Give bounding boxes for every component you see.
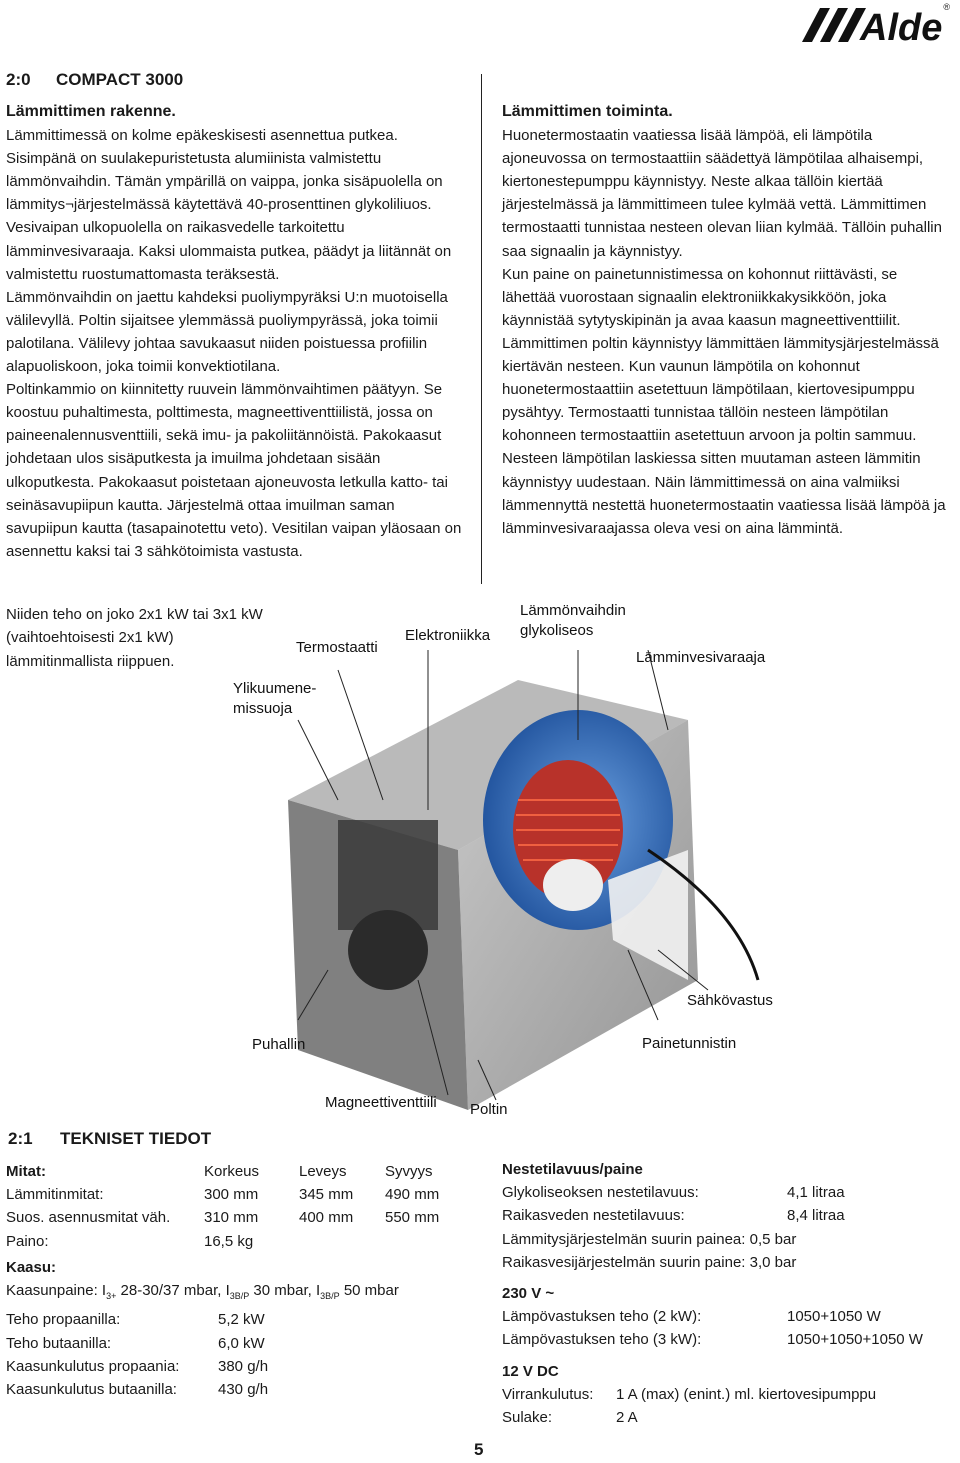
construction-paragraph-3: Poltinkammio on kiinnitetty ruuvein lämmönvaihtimen päätyyn. Se koostuu puhaltimesta, polttimesta, magneettiventtiilistä, jossa on paineenalennusventtiili, sekä imu- ja pakoliitännöistä. Pakokaasut johdetaan ulos sisäputkesta ja imuilma johdetaan sisään ulkoputkesta. Pakokaasut poistetaan ajoneuvosta letkulla katto- tai seinäsavupiipun kautta. Järjestelmä ottaa imuilman saman savupiipun kautta (tasapainotettu veto). Vesitilan vaipan yläosaan on asennettu kaksi tai 3 sähkötoimista vastusta.: [6, 381, 462, 560]
fluid-heading: Nestetilavuus/paine: [502, 1161, 643, 1178]
dimensions-table: [6, 1160, 465, 1253]
gas-row-label: Kaasunkulutus propaania:: [6, 1357, 180, 1375]
gas-val-2: 30 mbar, I: [249, 1282, 321, 1300]
row-install-depth: 550 mm: [385, 1209, 440, 1227]
weight-label: Paino:: [6, 1232, 49, 1250]
logo-text: Alde: [860, 7, 943, 44]
ac-row-value: 1050+1050+1050 W: [787, 1331, 923, 1349]
label-solenoid-valve: Magneettiventtiili: [325, 1094, 437, 1111]
gas-row-value: 380 g/h: [218, 1357, 269, 1375]
gas-val-3: 50 mbar: [339, 1282, 399, 1300]
label-overheat-protection: [233, 679, 316, 719]
ac-row-label: Lämpövastuksen teho (3 kW):: [502, 1331, 702, 1349]
row-heater-width: 345 mm: [299, 1186, 354, 1204]
gas-row-value: 430 g/h: [218, 1381, 269, 1399]
row-install-label: Suos. asennusmitat väh.: [6, 1209, 171, 1227]
fluid-row-value: 8,4 litraa: [787, 1207, 845, 1225]
dimensions-label: Mitat:: [6, 1163, 46, 1180]
gas-sub-1: 3+: [106, 1291, 117, 1302]
dc-row-label: Sulake:: [502, 1409, 553, 1427]
section-title: COMPACT 3000: [56, 70, 184, 89]
section-heading: [6, 70, 183, 90]
label-thermostat: Termostaatti: [296, 639, 378, 656]
col-height: Korkeus: [204, 1163, 260, 1180]
label-heat-exchanger: [520, 601, 626, 641]
column-divider: [481, 74, 482, 584]
row-install-width: 400 mm: [299, 1209, 354, 1227]
fluid-row-label: Raikasveden nestetilavuus:: [502, 1207, 685, 1225]
row-heater-depth: 490 mm: [385, 1186, 440, 1204]
fluid-heating-pressure: Lämmitysjärjestelmän suurin painea: 0,5 bar: [502, 1230, 797, 1248]
section-number: 2:0: [6, 70, 31, 89]
operation-paragraph-1: Huonetermostaatin vaatiessa lisää lämpöä, eli lämpötila ajoneuvossa on termostaattiin säädettyä lämpötilaa alhaisempi, kiertonestepumppu käynnistyy. Neste alkaa tällöin kiertää järjestelmässä ja lämmittimeen tulee kylmää vettä. Lämmittimen termostaatti tunnistaa nesteen olevan liian kylmää. Tällöin puhallin saa signaalin ja käynnistyy.: [502, 127, 942, 260]
label-water-heater: Lämminvesivaraaja: [636, 649, 766, 666]
power-line-1: Niiden teho on joko 2x1 kW tai 3x1 kW: [6, 606, 263, 623]
gas-sub-2: 3B/P: [229, 1291, 250, 1302]
fluid-table: [502, 1181, 952, 1227]
gas-row-label: Teho butaanilla:: [6, 1334, 112, 1352]
construction-text: [6, 100, 468, 563]
electric-heater-cap: [543, 859, 603, 911]
weight-value: 16,5 kg: [204, 1232, 254, 1250]
col-width: Leveys: [299, 1163, 347, 1180]
gas-section: [6, 1256, 399, 1401]
gas-val-1: 28-30/37 mbar, I: [116, 1282, 230, 1300]
dc-row-value: 1 A (max) (enint.) ml. kiertovesipumppu: [616, 1385, 877, 1403]
gas-row-label: Kaasunkulutus butaanilla:: [6, 1381, 177, 1399]
fluid-row-value: 4,1 litraa: [787, 1184, 845, 1202]
tech-title: TEKNISET TIEDOT: [60, 1129, 212, 1148]
label-electronics: Elektroniikka: [405, 627, 491, 644]
construction-paragraph-2: Lämmönvaihdin on jaettu kahdeksi puoliympyräksi U:n muotoisella välilevyllä. Poltin sijaitsee ylemmässä puoliympyrässä, joka toimii palotilana. Välilevy johtaa savukaasut niiden poistuessa profiilin alapuoliskoon, joka toimii konvektiotilana.: [6, 288, 448, 376]
blower: [348, 910, 428, 990]
row-heater-height: 300 mm: [204, 1186, 259, 1204]
operation-text: [502, 100, 954, 540]
gas-table: [6, 1308, 399, 1401]
label-burner: Poltin: [470, 1101, 508, 1118]
label-electric-heater: Sähkövastus: [687, 992, 773, 1009]
label-pressure-sensor: Painetunnistin: [642, 1035, 737, 1052]
power-line-2: (vaihtoehtoisesti 2x1 kW): [6, 629, 174, 647]
construction-heading: Lämmittimen rakenne.: [6, 103, 176, 120]
gas-sub-3: 3B/P: [320, 1291, 340, 1302]
label-overheat-line2: missuoja: [233, 700, 293, 717]
fluid-row-label: Glykoliseoksen nestetilavuus:: [502, 1184, 699, 1202]
construction-paragraph-1: Lämmittimessä on kolme epäkeskisesti asennettua putkea. Sisimpänä on suulakepuristetusta alumiinista valmistettu lämmönvaihdin. Tämän ympärillä on vaippa, jonka sisäpuolella on lämmitys¬järjestelmässä käytettävä 40-prosenttinen glykoliliuos. Vesivaipan ulkopuolella on raikasvedelle tarkoitettu lämminvesivaraaja. Kaksi ulommaista putkea, päädyt ja liitännät on valmistettu ruostumattomasta teräksestä.: [6, 127, 452, 283]
heater-illustration: [218, 650, 878, 1120]
gas-row-value: 6,0 kW: [218, 1334, 265, 1352]
ac-table: [502, 1305, 952, 1351]
label-heat-exchanger-line1: Lämmönvaihdin: [520, 602, 626, 619]
gas-row-value: 5,2 kW: [218, 1311, 265, 1329]
operation-heading: Lämmittimen toiminta.: [502, 103, 673, 120]
dc-table: [502, 1383, 952, 1429]
label-heat-exchanger-line2: glykoliseos: [520, 622, 594, 639]
gas-row-label: Teho propaanilla:: [6, 1311, 121, 1329]
label-overheat-line1: Ylikuumene-: [233, 680, 317, 697]
fluid-section: [502, 1158, 952, 1429]
ac-row-label: Lämpövastuksen teho (2 kW):: [502, 1308, 702, 1326]
page-number: 5: [474, 1440, 484, 1459]
gas-pressure-prefix: Kaasunpaine: I: [6, 1282, 107, 1300]
label-blower: Puhallin: [252, 1036, 306, 1053]
fluid-freshwater-pressure: Raikasvesijärjestelmän suurin paine: 3,0 bar: [502, 1253, 797, 1271]
dc-row-value: 2 A: [616, 1409, 638, 1427]
alde-logo-mark: [800, 4, 950, 44]
operation-paragraph-2: Kun paine on painetunnistimessa on kohonnut riittävästi, se lähettää vuorostaan signaalin elektroniikkakysikköön, joka käynnistää sytytyskipinän ja avaa kaasun magneettiventtiilit. Lämmittimen poltin käynnistyy lämmittäen lämmitysjärjestelmässä kiertävän nesteen. Kun vaunun lämpötila on kohonnut huonetermostaattiin asetettuun lämpötilaan, kiertovesipumppu pysähtyy. Termostaatti tunnistaa tällöin nesteen lämpötilan kohonneen termostaattiin asetettuun arvoon ja poltin sammuu. Nesteen lämpötilan laskiessa sitten muutaman asteen lämmitin käynnistyy uudestaan. Näin lämmittimessä on aina valmiiksi lämmennyttä nestettä huonetermostaatin vaatiessa lisää lämpöä ja lämminvesivaraajassa oleva vesi on aina lämmintä.: [502, 265, 946, 537]
ac-row-value: 1050+1050 W: [787, 1308, 881, 1326]
row-heater-dims-label: Lämmitinmitat:: [6, 1186, 104, 1204]
col-depth: Syvyys: [385, 1163, 433, 1180]
dc-heading: 12 V DC: [502, 1362, 559, 1380]
gas-pressure: [6, 1279, 399, 1308]
power-line-3: lämmitinmallista riippuen.: [6, 652, 175, 670]
gas-heading: Kaasu:: [6, 1259, 57, 1276]
dc-row-label: Virrankulutus:: [502, 1385, 594, 1403]
tech-heading: [8, 1129, 211, 1149]
ac-heading: 230 V ~: [502, 1285, 555, 1303]
registered-mark: ®: [943, 2, 950, 12]
alde-logo: [800, 4, 950, 44]
row-install-height: 310 mm: [204, 1209, 259, 1227]
tech-number: 2:1: [8, 1129, 33, 1148]
